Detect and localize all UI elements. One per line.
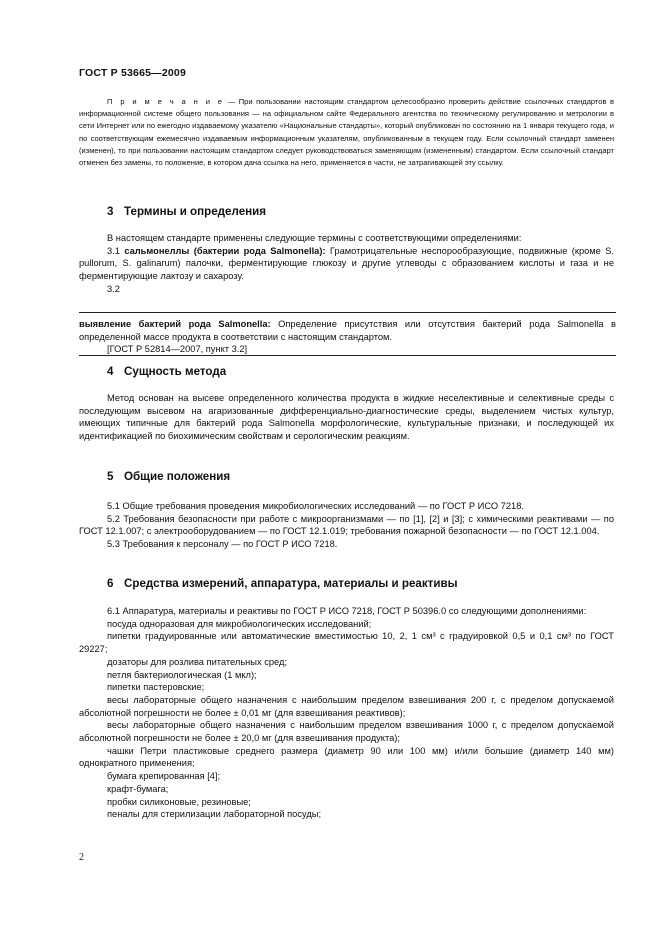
- section-3-number: 3: [107, 205, 114, 218]
- clause-6-1: 6.1 Аппаратура, материалы и реактивы по ГОСТ Р ИСО 7218, ГОСТ Р 50396.0 со следующими дополнениями:: [107, 606, 587, 616]
- section-5-title: Общие положения: [124, 470, 231, 483]
- clause-5-2: 5.2 Требования безопасности при работе с микроорганизмами — по [1], [2] и [3]; с химическими реактивами — по ГОСТ 12.1.007; с электрооборудованием — по ГОСТ 12.1.019; требования пожарной безопасности — по ГОСТ 12.1.004.: [79, 513, 614, 537]
- section-5-heading: [107, 470, 230, 483]
- section-6-title: Средства измерений, аппаратура, материалы и реактивы: [124, 577, 458, 590]
- document-code-header: ГОСТ Р 53665—2009: [79, 67, 187, 79]
- section-6-body: [79, 605, 614, 821]
- list-item: дозаторы для розлива питательных сред;: [107, 656, 288, 667]
- term-3-2-reference: [ГОСТ Р 52814—2007, пункт 3.2]: [107, 344, 248, 355]
- section-4-title: Сущность метода: [124, 365, 227, 378]
- term-3-2-frame: [79, 312, 616, 356]
- list-item: весы лабораторные общего назначения с наибольшим пределом взвешивания 200 г, с пределом допускаемой абсолютной погрешности не более ± 0,01 мг (для взвешивания реактивов);: [79, 694, 614, 718]
- section-4-body: [79, 392, 614, 443]
- list-item: чашки Петри пластиковые среднего размера (диаметр 90 или 100 мм) и/или большие (диаметр 140 мм) однократного применения;: [79, 745, 614, 769]
- list-item: пипетки градуированные или автоматические вместимостью 10, 2, 1 см³ с градуировкой 0,5 и 0,1 см³ по ГОСТ 29227;: [79, 631, 614, 655]
- section-6-number: 6: [107, 577, 114, 590]
- section-3-heading: [107, 205, 266, 218]
- term-3-1-number: 3.1: [107, 245, 120, 256]
- note-text: — При пользовании настоящим стандартом целесообразно проверить действие ссылочных стандартов в информационной системе общего пользования — на официальном сайте Федерального агентства по техническому регулированию и метрологии в сети Интернет или по ежегодно издаваемому указателю «Национальные стандарты», который опубликован по состоянию на 1 января текущего года, и по соответствующим ежемесячно издаваемым информационным указателям, опубликованным в текущем году. Если ссылочный стандарт заменен (изменен), то при пользовании настоящим стандартом следует руководствоваться заменяющим (измененным) стандартом. Если ссылочный стандарт отменен без замены, то положение, в котором дана ссылка на него, применяется в части, не затрагивающей эту ссылку.: [79, 97, 615, 168]
- section-5-number: 5: [107, 470, 114, 483]
- clause-5-1: 5.1 Общие требования проведения микробиологических исследований — по ГОСТ Р ИСО 7218.: [107, 501, 524, 511]
- list-item: крафт-бумага;: [107, 783, 169, 794]
- section-6-heading: [107, 577, 458, 590]
- list-item: пробки силиконовые, резиновые;: [107, 796, 251, 807]
- term-3-1-name: сальмонеллы (бактерии рода Salmonella):: [124, 245, 326, 256]
- list-item: посуда одноразовая для микробиологических исследований;: [107, 618, 372, 629]
- term-3-1: [79, 245, 614, 283]
- term-3-2-definition: Определение присутствия или отсутствия бактерий рода Salmonella в определенной массе продукта в соответствии с настоящим стандартом.: [79, 319, 616, 342]
- section-4-text: Метод основан на высеве определенного количества продукта в жидкие неселективные и селективные среды с последующим высевом на агаризованные дифференциально-диагностические среды, выделением чистых культур, имеющих типичные для бактерий рода Salmonella морфологические, культуральные признаки, и последующей их идентификацией по биохимическим свойствам и серологическим реакциям.: [79, 393, 614, 442]
- section-3-title: Термины и определения: [124, 205, 267, 218]
- term-3-2: [79, 318, 616, 356]
- section-5-body: [79, 500, 614, 551]
- list-item: весы лабораторные общего назначения с наибольшим пределом взвешивания 1000 г, с пределом допускаемой абсолютной погрешности не более ± 20,0 мг (для взвешивания продукта);: [79, 720, 614, 744]
- section-3-body: [79, 232, 614, 296]
- term-3-1-definition: Грамотрицательные неспорообразующие, подвижные (кроме S. pullorum, S. galinarum) палочки, ферментирующие глюкозу и другие углеводы с образованием кислоты и газа и не ферментирующие лактозу и сахарозу.: [79, 245, 614, 282]
- list-item: петля бактериологическая (1 мкл);: [107, 669, 257, 680]
- note-paragraph: [79, 96, 614, 169]
- term-3-2-number: 3.2: [107, 283, 120, 294]
- page-number: 2: [79, 852, 84, 863]
- section-3-intro: В настоящем стандарте применены следующие термины с соответствующими определениями:: [107, 233, 522, 243]
- clause-5-3: 5.3 Требования к персоналу — по ГОСТ Р ИСО 7218.: [107, 539, 338, 550]
- list-item: пеналы для стерилизации лабораторной посуды;: [107, 809, 322, 820]
- note-label: П р и м е ч а н и е: [107, 97, 225, 106]
- term-3-2-name: выявление бактерий рода Salmonella:: [79, 319, 271, 329]
- list-item: бумага крепированная [4];: [107, 771, 221, 782]
- section-4-number: 4: [107, 365, 114, 378]
- section-4-heading: [107, 365, 226, 378]
- list-item: пипетки пастеровские;: [107, 682, 205, 693]
